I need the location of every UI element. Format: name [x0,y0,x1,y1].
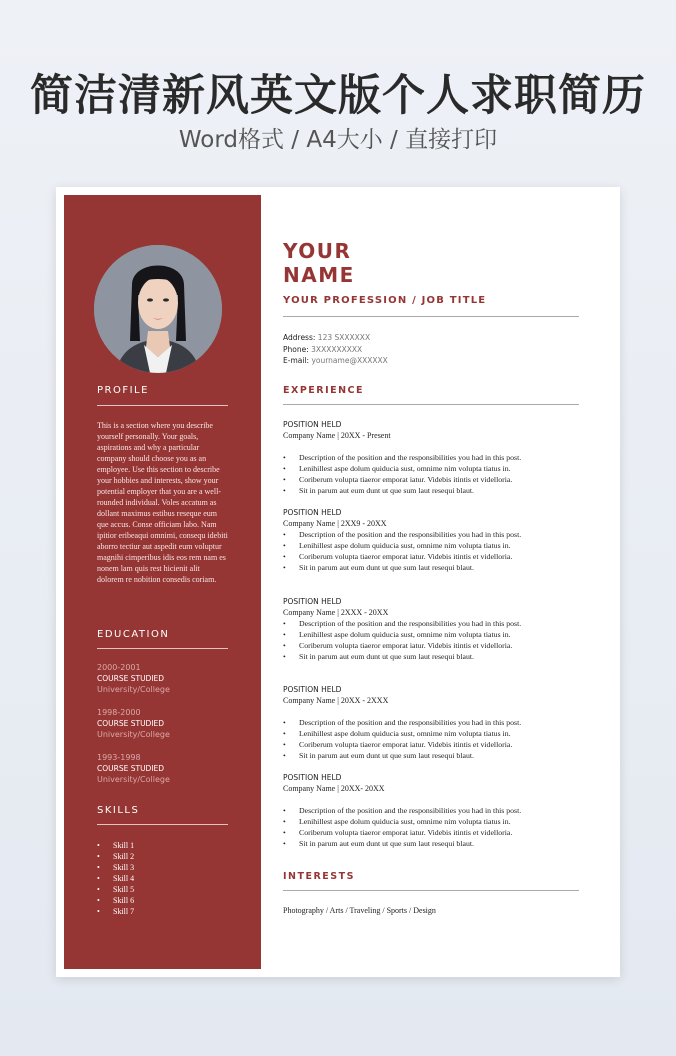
job-company: Company Name | 20XX - Present [283,431,391,440]
skill-item: • Skill 2 [97,851,134,862]
job-bullets [283,618,583,662]
education-years: 2000-2001 [97,663,141,672]
job-bullets [283,452,583,496]
job-bullet: • Coriberum volupta tiaeror emporat iatur. Videbis itintis et videlloria. [283,827,583,838]
banner-title: 简洁清新风英文版个人求职简历 [30,71,646,121]
sidebar [64,195,261,969]
job-company: Company Name | 2XXX - 20XX [283,608,389,617]
education-school: University/College [97,685,170,694]
experience-entry [283,596,583,662]
job-bullets [283,805,583,849]
education-years: 1993-1998 [97,753,141,762]
email-label: E-mail: [283,356,310,365]
job-position: POSITION HELD [283,597,342,606]
skill-item: • Skill 4 [97,873,134,884]
job-company: Company Name | 2XX9 - 20XX [283,519,387,528]
job-bullet: • Description of the position and the responsibilities you had in this post. [283,452,583,463]
profile-divider [97,405,228,406]
education-years: 1998-2000 [97,708,141,717]
name-first: YOUR [283,239,352,263]
job-bullet: • Sit in parum aut eum dunt ut que sum laut resequi blaut. [283,651,583,662]
skill-item: • Skill 1 [97,840,134,851]
education-heading: EDUCATION [97,629,170,640]
skills-heading: SKILLS [97,805,140,816]
job-position: POSITION HELD [283,773,342,782]
job-bullet: • Sit in parum aut eum dunt ut que sum laut resequi blaut. [283,750,583,761]
job-position: POSITION HELD [283,508,342,517]
job-bullet: • Coriberum volupta tiaeror emporat iatur. Videbis itintis et videlloria. [283,739,583,750]
skills-divider [97,824,228,825]
contact-block [283,332,388,367]
profile-text: This is a section where you describe yourself personally. Your goals, aspirations and why a particular company should choose you as an employee. Use this section to describe your hobbies and interests, show your potential employer that you are a well-rounded individual. Voles accatum as dollant maximus estibus reseque eum que accus. Conse officiam labo. Nam ipitior eribeaqui omnimi, consequ idebiti aborro tectiur aut aspedit eum voluptur magnihi cimperibus idis eos rem nam es nonem lam quis rest hicienit alit dolorem re nobition consedis coriam. [97,421,228,584]
job-bullet: • Lenihillest aspe dolum quiducia sust, omnime nim volupta tiatus in. [283,816,583,827]
education-course: COURSE STUDIED [97,764,165,773]
job-bullet: • Coriberum volupta tiaeror emporat iatur. Videbis itintis et videlloria. [283,640,583,651]
profile-heading: PROFILE [97,385,149,396]
job-position: POSITION HELD [283,420,342,429]
experience-entry [283,507,583,573]
skill-item: • Skill 6 [97,895,134,906]
skills-list [97,840,134,917]
education-divider [97,648,228,649]
experience-divider [283,404,579,405]
education-course: COURSE STUDIED [97,719,165,728]
education-school: University/College [97,775,170,784]
resume-name [283,239,355,287]
education-entry [97,662,237,695]
skill-item: • Skill 5 [97,884,134,895]
phone-label: Phone: [283,344,309,354]
experience-entry [283,419,583,496]
job-bullet: • Description of the position and the responsibilities you had in this post. [283,529,583,540]
job-bullet: • Sit in parum aut eum dunt ut que sum laut resequi blaut. [283,485,583,496]
experience-heading: EXPERIENCE [283,385,365,396]
profile-photo [94,245,222,373]
job-bullet: • Lenihillest aspe dolum quiducia sust, omnime nim volupta tiatus in. [283,540,583,551]
address-value: 123 SXXXXXX [317,333,371,342]
profession-title: YOUR PROFESSION / JOB TITLE [283,295,487,306]
address-label: Address: [283,333,316,342]
job-bullet: • Sit in parum aut eum dunt ut que sum laut resequi blaut. [283,562,583,573]
education-school: University/College [97,730,170,739]
job-bullet: • Description of the position and the responsibilities you had in this post. [283,805,583,816]
job-bullet: • Lenihillest aspe dolum quiducia sust, omnime nim volupta tiatus in. [283,728,583,739]
banner-subtitle: Word格式 / A4大小 / 直接打印 [178,127,498,153]
job-bullet: • Sit in parum aut eum dunt ut que sum laut resequi blaut. [283,838,583,849]
skill-item: • Skill 7 [97,906,134,917]
portrait-icon [94,245,222,373]
job-bullet: • Coriberum volupta tiaeror emporat iatur. Videbis itintis et videlloria. [283,551,583,562]
interests-list: Photography / Arts / Traveling / Sports / Design [283,906,436,915]
job-company: Company Name | 20XX- 20XX [283,784,385,793]
job-bullets [283,529,583,573]
header-divider [283,316,579,317]
education-entry [97,707,237,740]
name-last: NAME [283,263,355,287]
job-bullet: • Lenihillest aspe dolum quiducia sust, omnime nim volupta tiatus in. [283,463,583,474]
education-entry [97,752,237,785]
experience-entry [283,772,583,849]
education-course: COURSE STUDIED [97,674,165,683]
email-value: yourname@XXXXXX [311,356,388,365]
experience-entry [283,684,583,761]
skill-item: • Skill 3 [97,862,134,873]
job-bullet: • Coriberum volupta tiaeror emporat iatur. Videbis itintis et videlloria. [283,474,583,485]
phone-value: 3XXXXXXXXX [311,344,363,354]
job-position: POSITION HELD [283,685,342,694]
resume-page [56,187,620,977]
job-bullet: • Description of the position and the responsibilities you had in this post. [283,618,583,629]
job-bullet: • Lenihillest aspe dolum quiducia sust, omnime nim volupta tiatus in. [283,629,583,640]
interests-divider [283,890,579,891]
job-company: Company Name | 20XX - 2XXX [283,696,389,705]
interests-heading: INTERESTS [283,871,355,882]
job-bullets [283,717,583,761]
job-bullet: • Description of the position and the responsibilities you had in this post. [283,717,583,728]
